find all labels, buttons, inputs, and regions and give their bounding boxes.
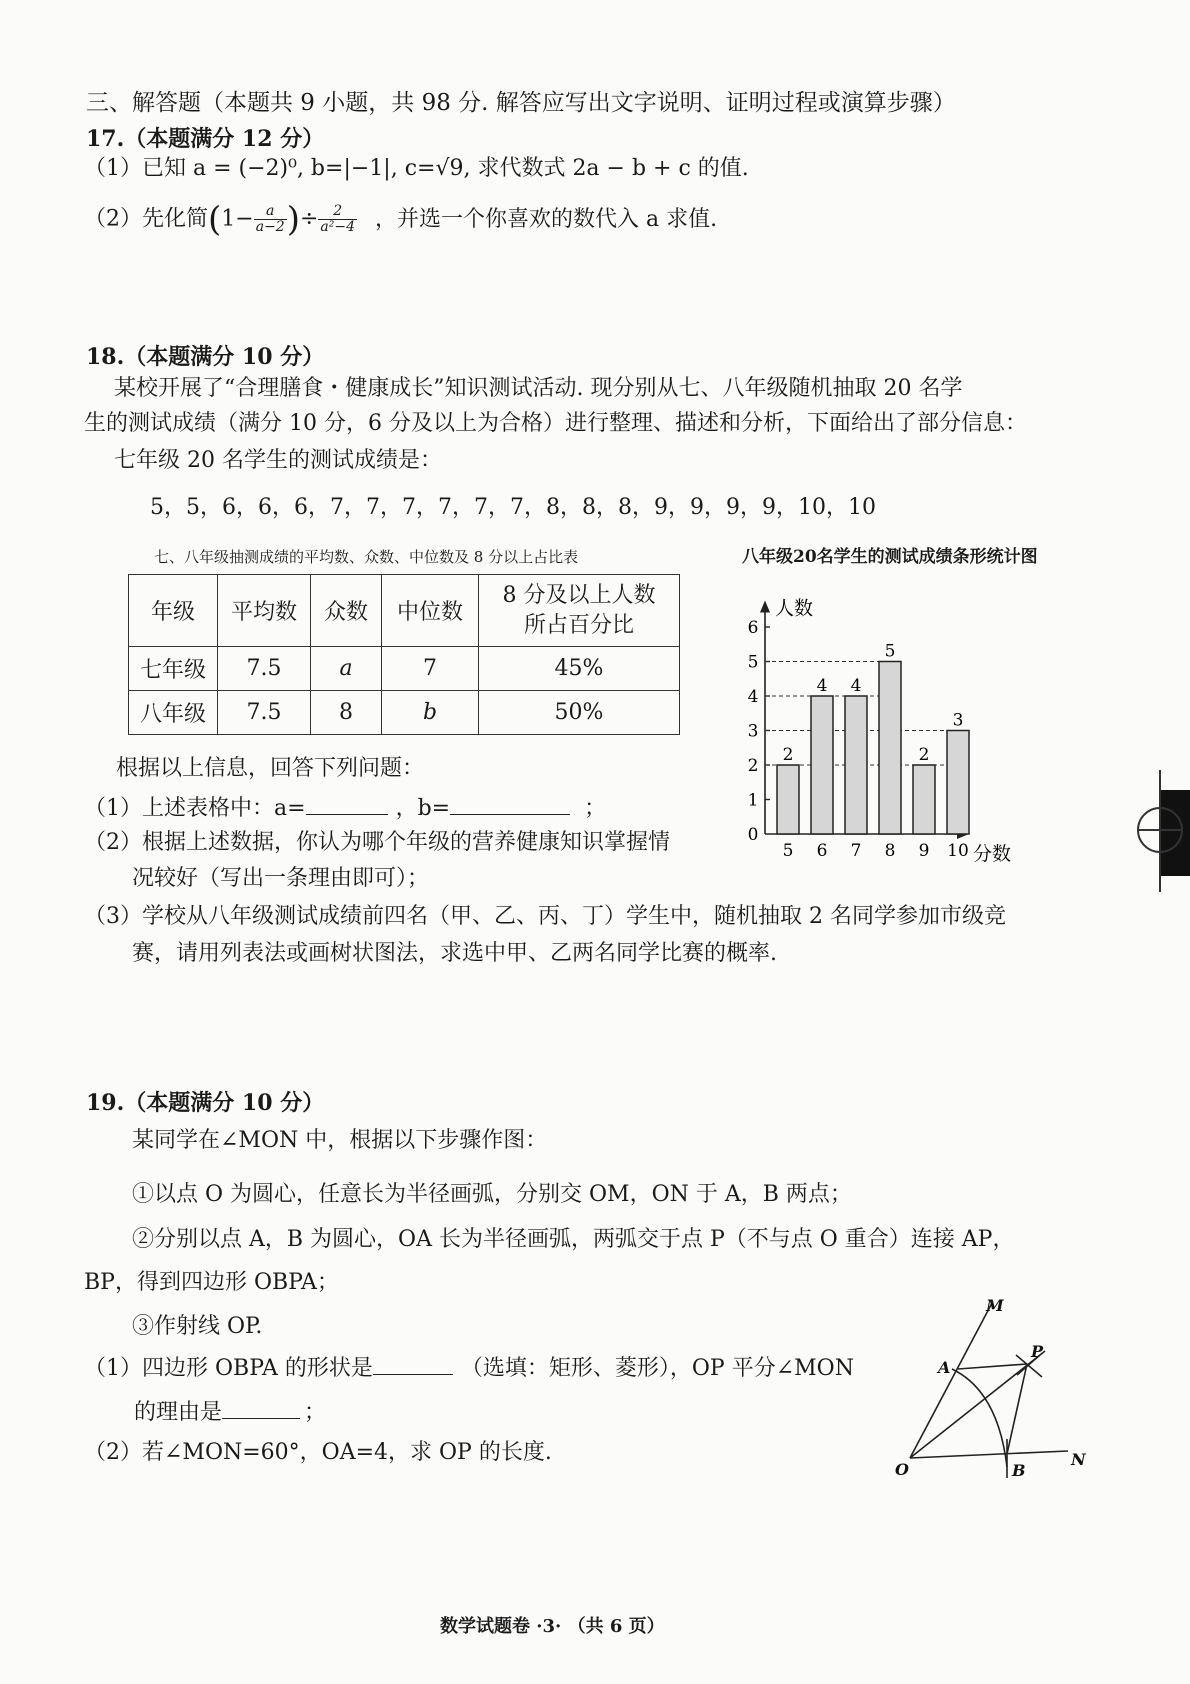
- fraction-a-over-a-minus-2: [254, 204, 287, 235]
- q18-intro-line1: 某校开展了“合理膳食・健康成长”知识测试活动. 现分别从七、八年级随机抽取 20 名学: [114, 376, 963, 401]
- q18-q3-label: （3）: [84, 904, 142, 929]
- data-label: 5: [884, 641, 896, 662]
- x-tick-label: 5: [782, 841, 794, 861]
- q19-q1-b: （选填：矩形、菱形），OP 平分∠MON: [460, 1356, 854, 1381]
- table-caption: 七、八年级抽测成绩的平均数、众数、中位数及 8 分以上占比表: [154, 548, 579, 566]
- table-cell: 七年级: [129, 647, 218, 691]
- bar: [879, 662, 901, 835]
- q17-part2: [84, 199, 718, 240]
- fraction-numerator: 2: [318, 204, 357, 220]
- q19-step2a: ②分别以点 A，B 为圆心，OA 长为半径画弧，两弧交于点 P（不与点 O 重合）连接 AP，: [132, 1227, 1015, 1252]
- x-tick-label: 6: [816, 841, 828, 861]
- fraction-denominator: a−2: [255, 219, 285, 235]
- y-tick-label: 1: [747, 790, 759, 811]
- table-cell: b: [382, 691, 479, 735]
- data-label: 4: [850, 676, 862, 696]
- q17-part2-label: （2）: [84, 206, 142, 232]
- q18-question2: [84, 828, 670, 858]
- table-cell: 7.5: [218, 647, 311, 691]
- q19-header: 19.（本题满分 10 分）: [86, 1090, 325, 1116]
- q18-q2-line1: 根据上述数据，你认为哪个年级的营养健康知识掌握情: [142, 830, 671, 855]
- q19-step2b: BP，得到四边形 OBPA；: [84, 1270, 339, 1295]
- data-label: 3: [952, 710, 964, 731]
- y-tick-label: 5: [747, 652, 759, 673]
- right-paren: ): [286, 199, 300, 240]
- table-header-cell: [479, 575, 680, 647]
- q18-q3-line1: 学校从八年级测试成绩前四名（甲、乙、丙、丁）学生中，随机抽取 2 名同学参加市级竞: [142, 904, 1006, 929]
- q19-intro: 某同学在∠MON 中，根据以下步骤作图：: [132, 1128, 548, 1153]
- q18-q2-label: （2）: [84, 830, 142, 855]
- q19-q2-text: 若∠MON=60°，OA=4，求 OP 的长度.: [142, 1440, 552, 1465]
- table-cell: 7.5: [218, 691, 311, 735]
- q18-intro-line3: 七年级 20 名学生的测试成绩是：: [114, 448, 442, 473]
- segment-ap: [958, 1364, 1027, 1369]
- table-cell: 8: [311, 691, 382, 735]
- x-tick-label: 9: [918, 841, 930, 861]
- table-header-cell: 中位数: [382, 575, 479, 647]
- q17-one-minus: 1−: [221, 206, 254, 232]
- chart-title: 八年级20名学生的测试成绩条形统计图: [742, 547, 1038, 567]
- label-p: P: [1031, 1342, 1044, 1361]
- q19-q1-end: ；: [304, 1400, 327, 1425]
- answer-blank-a[interactable]: [306, 792, 388, 815]
- q19-q1-label: （1）: [84, 1356, 142, 1381]
- q19-q1-c: 的理由是: [134, 1400, 223, 1425]
- x-axis-label: 分数: [973, 843, 1012, 865]
- y-tick-label: 2: [747, 756, 759, 776]
- table-header-cell: 平均数: [218, 575, 311, 647]
- q18-q1-label: （1）: [84, 796, 142, 821]
- q17-header: 17.（本题满分 12 分）: [86, 126, 325, 152]
- data-label: 4: [816, 676, 828, 696]
- table-cell: 50%: [479, 691, 680, 735]
- q18-ask: 根据以上信息，回答下列问题：: [116, 756, 425, 781]
- table-header-row: [129, 575, 680, 647]
- fraction-numerator: a: [254, 204, 287, 220]
- label-n: N: [1071, 1450, 1086, 1469]
- q19-step3: ③作射线 OP.: [132, 1314, 263, 1339]
- label-m: M: [986, 1296, 1004, 1315]
- ray-om: [910, 1303, 992, 1458]
- q18-question3: [84, 902, 1006, 932]
- q18-question1: [84, 792, 606, 824]
- table-row: [129, 647, 680, 691]
- table-cell: 45%: [479, 647, 680, 691]
- q19-q2-label: （2）: [84, 1440, 142, 1465]
- x-tick-label: 8: [884, 841, 896, 861]
- answer-blank-shape[interactable]: [373, 1352, 453, 1375]
- label-o: O: [895, 1460, 909, 1479]
- binding-margin-mark: [1132, 770, 1190, 892]
- q18-q1-a: 上述表格中：a=: [142, 796, 306, 821]
- y-axis-label: 人数: [775, 597, 814, 620]
- table-header-line: 8 分及以上人数: [502, 582, 656, 608]
- margin-black-bar: [1160, 790, 1190, 876]
- q18-q1-b: ，b=: [395, 796, 451, 821]
- q17-part2-pre: 先化简: [142, 206, 209, 232]
- table-header-line: 所占百分比: [523, 612, 634, 638]
- bar: [811, 696, 833, 834]
- stats-table: [128, 574, 680, 735]
- q19-step1: ①以点 O 为圆心，任意长为半径画弧，分别交 OM，ON 于 A，B 两点；: [132, 1182, 852, 1207]
- table-cell: a: [311, 647, 382, 691]
- bar: [913, 765, 935, 834]
- data-label: 2: [918, 745, 930, 765]
- label-b: B: [1012, 1461, 1026, 1480]
- table-header-cell: 众数: [311, 575, 382, 647]
- y-tick-label: 0: [747, 825, 759, 845]
- y-axis-arrow: [760, 601, 770, 613]
- q18-intro-line2: 生的测试成绩（满分 10 分，6 分及以上为合格）进行整理、描述和分析，下面给出了部分信息：: [84, 411, 1027, 436]
- table-header-cell: 年级: [129, 575, 218, 647]
- x-tick-label: 10: [947, 841, 969, 861]
- y-tick-label: 3: [747, 721, 759, 742]
- ray-on: [910, 1451, 1068, 1458]
- q17-part2-post: ，并选一个你喜欢的数代入 a 求值.: [375, 206, 718, 232]
- page-footer: 数学试题卷 ·3· （共 6 页）: [440, 1616, 665, 1637]
- table-row: [129, 691, 680, 735]
- label-a: A: [938, 1358, 951, 1377]
- left-paren: (: [208, 199, 222, 240]
- segment-bp: [1007, 1364, 1027, 1454]
- q17-part1-label: （1）: [84, 156, 142, 181]
- q18-q1-end: ；: [584, 796, 607, 821]
- answer-blank-reason[interactable]: [222, 1396, 300, 1419]
- q19-question2: [84, 1438, 552, 1468]
- answer-blank-b[interactable]: [450, 792, 570, 815]
- bar: [845, 696, 867, 834]
- x-tick-label: 7: [850, 841, 862, 861]
- bar-chart: [730, 568, 1090, 868]
- table-cell: 八年级: [129, 691, 218, 735]
- data-label: 2: [782, 745, 794, 765]
- q18-header: 18.（本题满分 10 分）: [86, 344, 325, 370]
- bar: [777, 765, 799, 834]
- angle-construction-figure: [890, 1295, 1090, 1485]
- division-sign: ÷: [299, 206, 319, 232]
- section-title: 三、解答题（本题共 9 小题，共 98 分. 解答应写出文字说明、证明过程或演算步骤）: [86, 90, 956, 116]
- bar: [947, 731, 969, 835]
- fraction-2-over-a2-minus-4: [318, 204, 357, 235]
- q18-q2-line2: 况较好（写出一条理由即可）；: [132, 866, 430, 891]
- table-cell: 7: [382, 647, 479, 691]
- q18-scores: 5，5，6，6，6，7，7，7，7，7，7，8，8，8，9，9，9，9，10，10: [150, 495, 876, 520]
- q17-part1-text: 已知 a = (−2)⁰, b=|−1|, c=√9, 求代数式 2a − b + c 的值.: [142, 156, 749, 181]
- y-tick-label: 4: [747, 687, 759, 707]
- q17-part1: [84, 154, 749, 184]
- y-tick-label: 6: [747, 618, 759, 638]
- q18-q3-line2: 赛，请用列表法或画树状图法，求选中甲、乙两名同学比赛的概率.: [132, 941, 777, 966]
- q19-question1: [84, 1352, 854, 1384]
- fraction-denominator: a²−4: [320, 219, 356, 235]
- q19-q1-a: 四边形 OBPA 的形状是: [142, 1356, 373, 1381]
- q19-q1-line2: [134, 1396, 326, 1428]
